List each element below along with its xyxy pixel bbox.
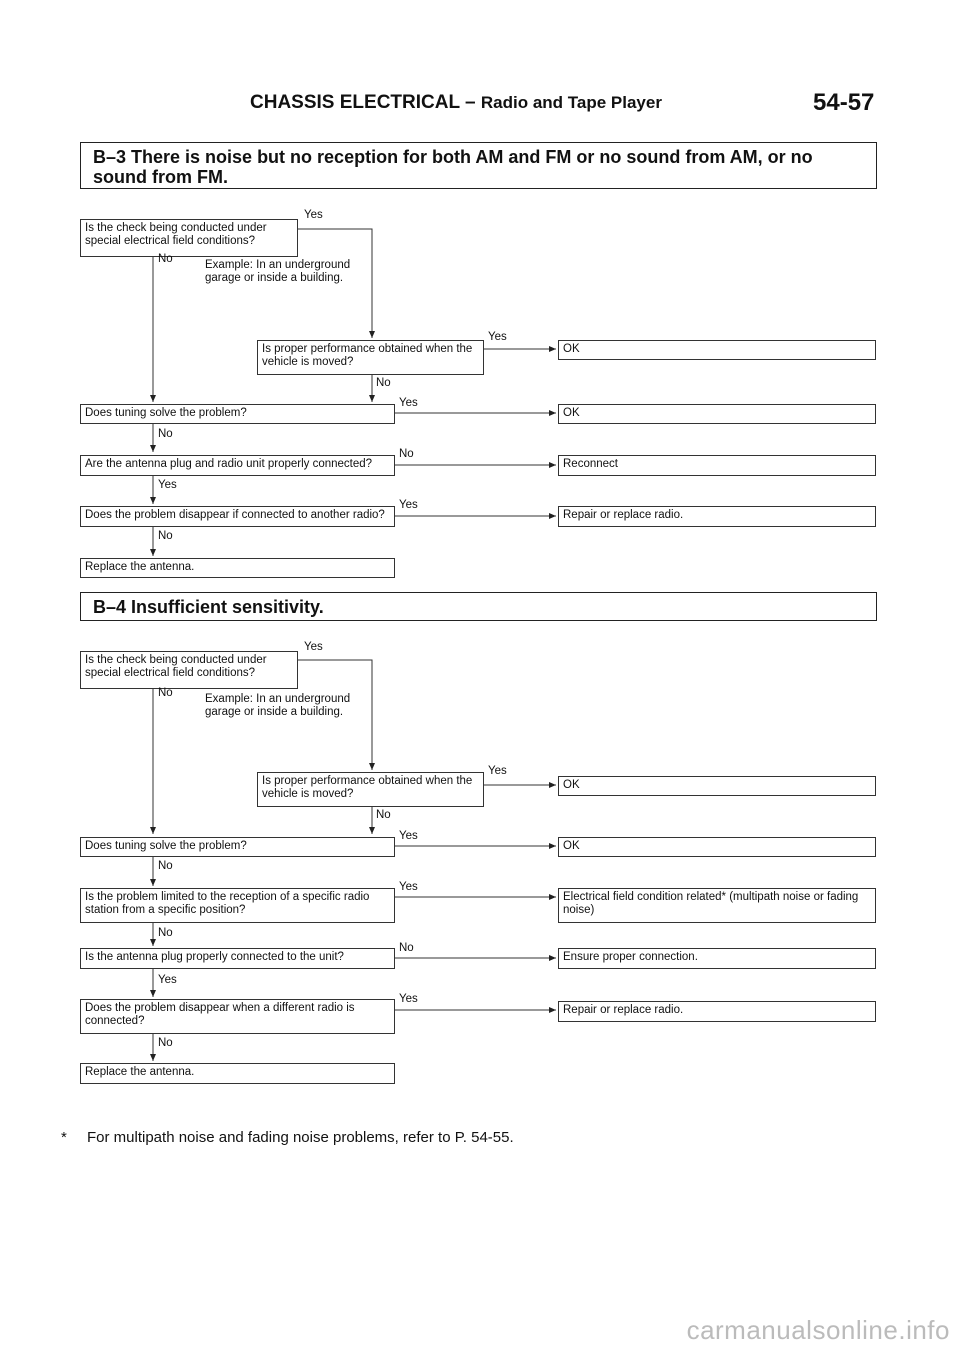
b3-yes-label: Yes	[488, 331, 507, 343]
b3-question-another-radio: Does the problem disappear if connected to another radio?	[80, 506, 395, 527]
b3-no-label: No	[376, 377, 391, 389]
b4-yes-label: Yes	[304, 641, 323, 653]
b4-no-label: No	[158, 860, 173, 872]
b4-question-limited-station: Is the problem limited to the reception of a specific radio station from a specific position?	[80, 888, 395, 923]
b3-result-reconnect: Reconnect	[558, 455, 876, 476]
b4-final-replace-antenna: Replace the antenna.	[80, 1063, 395, 1084]
b4-no-label: No	[158, 927, 173, 939]
section-b4-heading: B–4 Insufficient sensitivity.	[80, 592, 877, 621]
b4-yes-label: Yes	[399, 830, 418, 842]
b3-example-note: Example: In an underground garage or inside a building.	[205, 259, 351, 284]
b4-yes-label: Yes	[488, 765, 507, 777]
b3-question-tuning: Does tuning solve the problem?	[80, 404, 395, 424]
b4-question-plug-connected: Is the antenna plug properly connected to the unit?	[80, 948, 395, 969]
b4-no-label: No	[399, 942, 414, 954]
b4-result-repair: Repair or replace radio.	[558, 1001, 876, 1022]
b4-yes-label: Yes	[399, 993, 418, 1005]
b3-no-label: No	[399, 448, 414, 460]
page-number: 54-57	[813, 89, 875, 116]
b4-question-special-field: Is the check being conducted under special electrical field conditions?	[80, 651, 298, 689]
b4-result-ok: OK	[558, 837, 876, 857]
b3-question-plug-connected: Are the antenna plug and radio unit properly connected?	[80, 455, 395, 476]
b3-yes-label: Yes	[399, 499, 418, 511]
b3-question-performance: Is proper performance obtained when the vehicle is moved?	[257, 340, 484, 375]
b4-no-label: No	[158, 1037, 173, 1049]
section-b3-heading: B–3 There is noise but no reception for both AM and FM or no sound from AM, or no sound from FM.	[80, 142, 877, 189]
watermark: carmanualsonline.info	[686, 1315, 950, 1345]
b3-result-repair: Repair or replace radio.	[558, 506, 876, 527]
b3-yes-label: Yes	[304, 209, 323, 221]
footnote-mark: *	[61, 1129, 67, 1146]
b4-yes-label: Yes	[158, 974, 177, 986]
b3-question-special-field: Is the check being conducted under special electrical field conditions?	[80, 219, 298, 257]
b4-no-label: No	[158, 687, 173, 699]
header-title-text: CHASSIS ELECTRICAL	[250, 92, 460, 113]
b4-result-field-condition: Electrical field condition related* (multipath noise or fading noise)	[558, 888, 876, 923]
b4-question-tuning: Does tuning solve the problem?	[80, 837, 395, 857]
b3-result-ok: OK	[558, 340, 876, 360]
header-dash: –	[465, 92, 476, 113]
b3-result-ok: OK	[558, 404, 876, 424]
b4-yes-label: Yes	[399, 881, 418, 893]
b4-question-different-radio: Does the problem disappear when a different radio is connected?	[80, 999, 395, 1034]
b4-result-ensure-connection: Ensure proper connection.	[558, 948, 876, 969]
b4-question-performance: Is proper performance obtained when the vehicle is moved?	[257, 772, 484, 807]
b4-example-note: Example: In an underground garage or inside a building.	[205, 693, 351, 718]
footnote-text: For multipath noise and fading noise problems, refer to P. 54-55.	[87, 1129, 514, 1146]
b3-no-label: No	[158, 253, 173, 265]
b3-final-replace-antenna: Replace the antenna.	[80, 558, 395, 578]
b4-no-label: No	[376, 809, 391, 821]
b3-yes-label: Yes	[399, 397, 418, 409]
b3-yes-label: Yes	[158, 479, 177, 491]
header-subtitle: Radio and Tape Player	[480, 93, 662, 112]
b4-result-ok: OK	[558, 776, 876, 796]
b3-no-label: No	[158, 428, 173, 440]
b3-no-label: No	[158, 530, 173, 542]
